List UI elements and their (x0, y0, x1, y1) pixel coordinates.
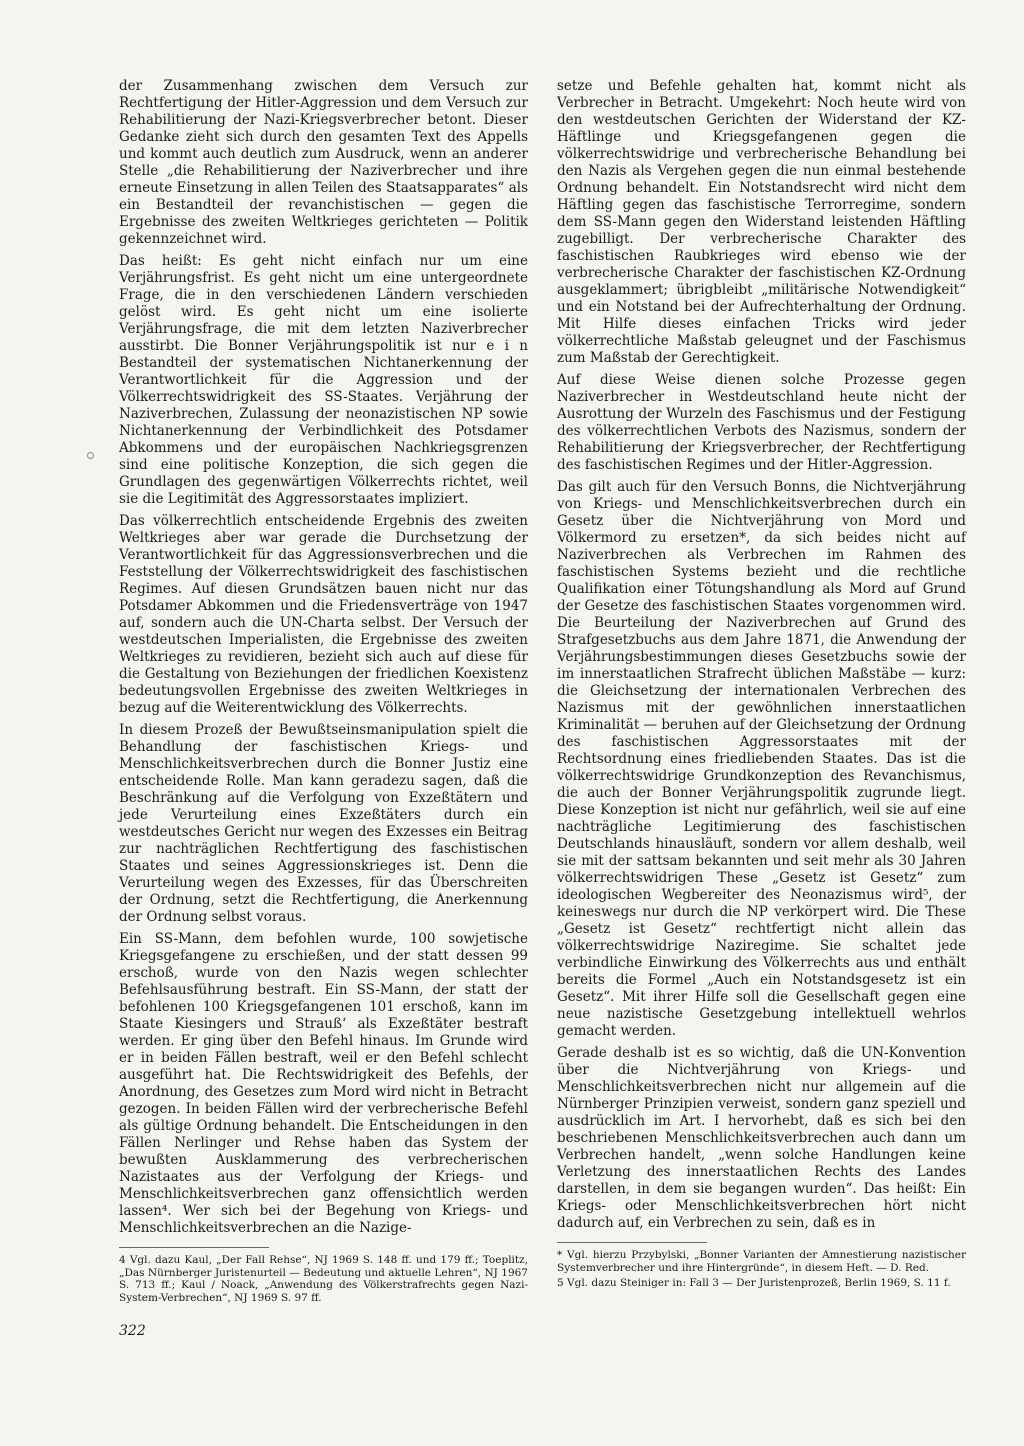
footnote: 5 Vgl. dazu Steiniger in: Fall 3 — Der Juristenprozeß, Berlin 1969, S. 11 f. (557, 1277, 951, 1289)
footnote: * Vgl. hierzu Przybylski, „Bonner Varianten der Amnestierung nazistischer Systemverbrecher und ihre Hintergründe“, in diesem Heft. — D. Red. (557, 1249, 966, 1274)
paragraph: der Zusammenhang zwischen dem Versuch zur Rechtfertigung der Hitler-Aggression und dem Versuch zur Rehabilitierung der Nazi-Kriegsverbrecher betont. Dieser Gedanke zieht sich durch den gesamten Text des Appells und kommt auch deutlich zum Ausdruck, wenn an anderer Stelle „die Rehabilitierung der Naziverbrecher und ihre erneute Einsetzung in allen Teilen des Staatsapparates“ als ein Bestandteil der revanchistischen — gegen die Ergebnisse des zweiten Weltkrieges gerichteten — Politik gekennzeichnet wird. (119, 78, 528, 247)
page-blemish (87, 452, 94, 459)
paragraph: Auf diese Weise dienen solche Prozesse gegen Naziverbrecher in Westdeutschland heute nicht der Ausrottung der Wurzeln des Faschismus und der Festigung des völkerrechtlichen Verbots des Nazismus, sondern der Rehabilitierung der Kriegsverbrecher, der Rechtfertigung des faschistischen Regimes und der Hitler-Aggression. (557, 372, 966, 473)
paragraph: setze und Befehle gehalten hat, kommt nicht als Verbrecher in Betracht. Umgekehrt: Noch heute wird von den westdeutschen Gerichten der Widerstand der KZ-Häftlinge und Kriegsgefangenen gegen die völkerrechtswidrige und verbrecherische Behandlung bei den Nazis als Vergehen gegen die nun einmal bestehende Ordnung behandelt. Ein Notstandsrecht wird nicht dem Häftling gegen das faschistische Terrorregime, sondern dem SS-Mann gegen den Widerstand leistenden Häftling zugebilligt. Der verbrecherische Charakter des faschistischen Raubkrieges wird ebenso wie der verbrecherische Charakter der faschistischen KZ-Ordnung ausgeklammert; übrigbleibt „militärische Notwendigkeit“ und ein Notstand bei der Aufrechterhaltung der Ordnung. Mit Hilfe dieses einfachen Tricks wird jeder völkerrechtliche Maßstab geleugnet und der Faschismus zum Maßstab der Gerechtigkeit. (557, 78, 966, 366)
paragraph: Ein SS-Mann, dem befohlen wurde, 100 sowjetische Kriegsgefangene zu erschießen, und der statt dessen 99 erschoß, wurde von den Nazis wegen schlechter Befehlsausführung bestraft. Ein SS-Mann, der statt der befohlenen 100 Kriegsgefangenen 101 erschoß, kann im Staate Kiesingers und Strauß‘ als Exzeßtäter bestraft werden. Er ging über den Befehl hinaus. Im Grunde wird er in beiden Fällen bestraft, weil er den Befehl schlecht ausgeführt hat. Die Rechtswidrigkeit des Befehls, der Anordnung, des Gesetzes zum Mord wird nicht in Betracht gezogen. In beiden Fällen wird der verbrecherische Befehl als gültige Ordnung behandelt. Die Entscheidungen in den Fällen Nerlinger und Rehse haben das System der bewußten Ausklammerung des verbrecherischen Nazistaates aus der Verfolgung der Kriegs- und Menschlichkeitsverbrechen ganz offensichtlich werden lassen⁴. Wer sich bei der Begehung von Kriegs- und Menschlichkeitsverbrechen an die Nazige- (119, 931, 528, 1236)
footnote-separator (557, 1242, 707, 1249)
paragraph: Das gilt auch für den Versuch Bonns, die Nichtverjährung von Kriegs- und Menschlichkeitsverbrechen durch ein Gesetz über die Nichtverjährung von Mord und Völkermord zu ersetzen*, da sich beides nicht auf Naziverbrechen als Verbrechen im Rahmen des faschistischen Systems bezieht und die rechtliche Qualifikation einer Tötungshandlung als Mord auf Grund der Gesetze des faschistischen Staates vorgenommen wird. Die Beurteilung der Naziverbrechen auf Grund des Strafgesetzbuchs aus dem Jahre 1871, die Anwendung der Verjährungsbestimmungen dieses Gesetzbuchs sowie der im innerstaatlichen Strafrecht üblichen Maßstäbe — kurz: die Gleichsetzung der internationalen Verbrechen des Nazismus mit der gewöhnlichen innerstaatlichen Kriminalität — beruhen auf der Gleichsetzung der Ordnung des faschistischen Aggressorstaates mit der Rechtsordnung eines friedliebenden Staates. Das ist die völkerrechtswidrige Grundkonzeption des Revanchismus, die auch der Bonner Verjährungspolitik zugrunde liegt. Diese Konzeption ist nicht nur gefährlich, weil sie auf eine nachträgliche Legitimierung des faschistischen Deutschlands hinausläuft, sondern vor allem deshalb, weil sie mit der sattsam bekannten und seit mehr als 30 Jahren völkerrechtswidrigen These „Gesetz ist Gesetz“ zum ideologischen Wegbereiter des Neonazismus wird⁵, der keineswegs nur durch die NP verkörpert wird. Die These „Gesetz ist Gesetz“ rechtfertigt nicht allein das völkerrechtswidrige Naziregime. Sie schaltet jede verbindliche Einwirkung des Völkerrechts aus und enthält bereits die Formel „Auch ein Notstandsgesetz ist ein Gesetz“. Mit ihrer Hilfe soll die Gesellschaft gegen eine neue nazistische Gesetzgebung intellektuell wehrlos gemacht werden. (557, 479, 966, 1039)
left-column (119, 78, 528, 1307)
paragraph: In diesem Prozeß der Bewußtseinsmanipulation spielt die Behandlung der faschistischen Kriegs- und Menschlichkeitsverbrechen durch die Bonner Justiz eine entscheidende Rolle. Man kann geradezu sagen, daß die Beschränkung auf die Verfolgung von Exzeßtätern und jede Verurteilung eines Exzeßtäters durch ein westdeutsches Gericht nur wegen des Exzesses ein Beitrag zur nachträglichen Rechtfertigung des faschistischen Staates und seines Aggressionskrieges ist. Denn die Verurteilung wegen des Exzesses, für das Überschreiten der Ordnung, setzt die Rechtfertigung, die Anerkennung der Ordnung selbst voraus. (119, 722, 528, 925)
paragraph: Das völkerrechtlich entscheidende Ergebnis des zweiten Weltkrieges aber war gerade die Durchsetzung der Verantwortlichkeit für das Aggressionsverbrechen und die Feststellung der Völkerrechtswidrigkeit des faschistischen Regimes. Auf diesen Grundsätzen bauen nicht nur das Potsdamer Abkommen und die Friedensverträge von 1947 auf, sondern auch die UN-Charta selbst. Der Versuch der westdeutschen Imperialisten, die Ergebnisse des zweiten Weltkrieges zu revidieren, bezieht sich auch auf diese für die Gestaltung von Beziehungen der friedlichen Koexistenz bedeutungsvollen Ergebnisse des zweiten Weltkrieges in bezug auf die Weiterentwicklung des Völkerrechts. (119, 513, 528, 716)
right-column (557, 78, 966, 1293)
page-number: 322 (119, 1323, 146, 1339)
footnote: 4 Vgl. dazu Kaul, „Der Fall Rehse“, NJ 1969 S. 148 ff. und 179 ff.; Toeplitz, „Das Nürnberger Juristenurteil — Bedeutung und aktuelle Lehren“, NJ 1967 S. 713 ff.; Kaul / Noack, „Anwendung des Völkerstrafrechts gegen Nazi-System-Verbrechen“, NJ 1969 S. 97 ff. (119, 1254, 528, 1304)
paragraph: Das heißt: Es geht nicht einfach nur um eine Verjährungsfrist. Es geht nicht um eine untergeordnete Frage, die in den verschiedenen Ländern verschieden gelöst wird. Es geht nicht um eine isolierte Verjährungsfrage, die mit dem letzten Naziverbrecher ausstirbt. Die Bonner Verjährungspolitik ist nur e i n Bestandteil der systematischen Nichtanerkennung der Verantwortlichkeit für die Aggression und der Völkerrechtswidrigkeit des SS-Staates. Verjährung der Naziverbrechen, Zulassung der neonazistischen NP sowie Nichtanerkennung der Verbindlichkeit des Potsdamer Abkommens und der europäischen Nachkriegsgrenzen sind eine politische Konzeption, die sich gegen die Grundlagen des gegenwärtigen Völkerrechts richtet, weil sie die Legitimität des Aggressorstaates impliziert. (119, 253, 528, 507)
footnote-separator (119, 1247, 269, 1254)
paragraph: Gerade deshalb ist es so wichtig, daß die UN-Konvention über die Nichtverjährung von Kriegs- und Menschlichkeitsverbrechen nicht nur allgemein auf die Nürnberger Prinzipien verweist, sondern ganz speziell und ausdrücklich im Art. I hervorhebt, daß es sich bei den beschriebenen Menschlichkeitsverbrechen auch dann um Verbrechen handelt, „wenn solche Handlungen keine Verletzung des innerstaatlichen Rechts des Landes darstellen, in dem sie begangen wurden“. Das heißt: Ein Kriegs- oder Menschlichkeitsverbrechen hört nicht dadurch auf, ein Verbrechen zu sein, daß es in (557, 1045, 966, 1231)
